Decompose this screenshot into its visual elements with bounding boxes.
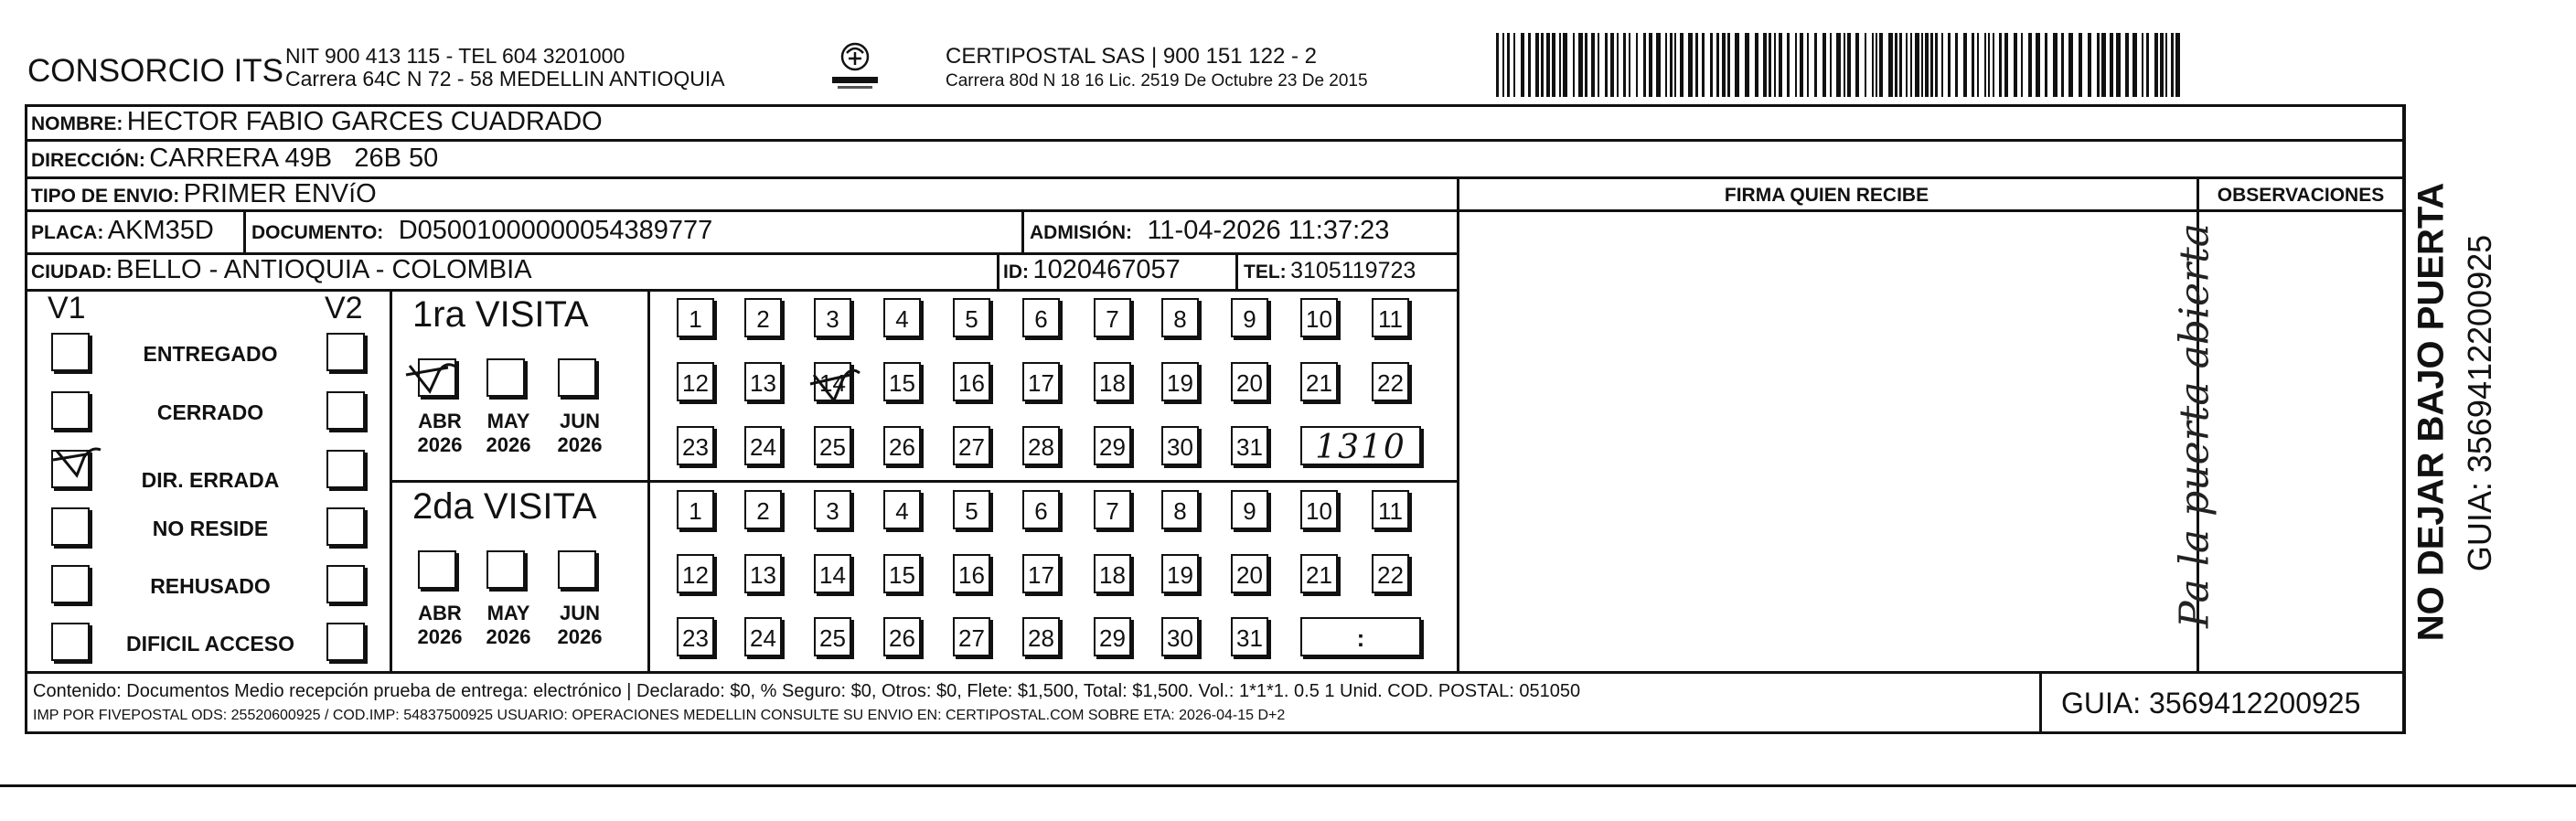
barcode-bar [1865,33,1866,97]
barcode-bar [2171,33,2174,97]
first-visit-day[interactable]: 16 [953,362,990,401]
barcode-bar [1674,33,1676,97]
barcode-bar [1977,33,1979,97]
second-visit-day[interactable]: 26 [883,617,921,656]
status-option-label: CERRADO [156,400,264,424]
barcode-bar [1984,33,1986,97]
first-visit-time: 1310 [1315,429,1406,466]
second-visit-month-may[interactable] [486,550,525,589]
certipostal-logo-icon [823,40,887,95]
status-option-label: DIR. ERRADA [141,468,280,492]
second-visit-day[interactable]: 22 [1372,554,1409,593]
barcode-graphic [1496,33,2182,97]
barcode-bar [1800,33,1803,97]
barcode-bar [2116,33,2121,97]
month-year: 2026 [486,625,531,648]
barcode-bar [1496,33,1499,97]
second-visit-day[interactable]: 6 [1022,490,1060,529]
first-visit-month-jun[interactable] [558,358,596,397]
first-visit-day[interactable]: 28 [1022,426,1060,465]
second-visit-day[interactable]: 17 [1022,554,1060,593]
v2-checkbox-0[interactable] [326,333,365,371]
barcode-bar [1855,33,1859,97]
barcode-bar [1921,33,1923,97]
first-visit-day[interactable]: 19 [1161,362,1199,401]
barcode-bar [1787,33,1790,97]
company-nit: NIT 900 413 115 - TEL 604 3201000 [285,44,625,68]
month-year: 2026 [486,433,531,456]
month-label [552,602,607,649]
barcode-bar [1847,33,1851,97]
second-visit-day[interactable]: 27 [953,617,990,656]
second-visit-day[interactable]: 10 [1300,490,1338,529]
v1-checkbox-1[interactable] [51,391,90,430]
first-visit-day[interactable]: 5 [953,298,990,337]
barcode-bar [2053,33,2058,97]
barcode-bar [1559,33,1561,97]
v1-checkbox-3[interactable] [51,507,90,546]
barcode-bar [1988,33,1990,97]
first-visit-day[interactable]: 26 [883,426,921,465]
barcode-bar [1727,33,1730,97]
v2-checkbox-4[interactable] [326,565,365,603]
first-visit-day[interactable]: 14 [814,362,851,401]
first-visit-day[interactable]: 6 [1022,298,1060,337]
month-name: JUN [559,410,600,432]
second-visit-time-box[interactable] [1300,617,1421,656]
first-visit-day[interactable]: 4 [883,298,921,337]
first-visit-day[interactable]: 25 [814,426,851,465]
barcode-bar [1999,33,2002,97]
barcode-bar [1769,33,1771,97]
second-visit-day[interactable]: 24 [744,617,782,656]
direccion-label: DIRECCIÓN: [31,150,145,171]
direccion-row [31,144,438,174]
footer-guia: GUIA: 3569412200925 [2061,687,2361,720]
barcode-bar [1722,33,1726,97]
ciudad-label: CIUDAD: [31,261,112,283]
placa-cell [31,216,214,246]
barcode-bar [2142,33,2143,97]
barcode-bar [1899,33,1902,97]
barcode-bar [1993,33,1994,97]
barcode-bar [1649,33,1652,97]
barcode-bar [1814,33,1817,97]
first-visit-day[interactable]: 17 [1022,362,1060,401]
first-visit-day[interactable]: 3 [814,298,851,337]
barcode-bar [1910,33,1912,97]
second-visit-day[interactable]: 13 [744,554,782,593]
tel-cell [1244,258,1416,284]
month-name: ABR [418,602,462,624]
barcode-bar [1680,33,1683,97]
first-visit-time-box[interactable] [1300,426,1421,465]
id-value: 1020467057 [1032,255,1181,284]
second-visit-day[interactable]: 23 [677,617,714,656]
barcode-bar [1963,33,1967,97]
second-visit-day[interactable]: 11 [1372,490,1409,529]
barcode-bar [2097,33,2100,97]
admision-value: 11-04-2026 11:37:23 [1147,216,1390,245]
barcode-bar [1935,33,1938,97]
barcode-bar [1610,33,1614,97]
barcode-bar [1925,33,1929,97]
second-visit-day[interactable]: 2 [744,490,782,529]
barcode-bar [1895,33,1897,97]
barcode-bar [1629,33,1630,97]
barcode-bar [1513,33,1515,97]
first-visit-day[interactable]: 11 [1372,298,1409,337]
barcode-bar [1670,33,1673,97]
first-visit-day[interactable]: 13 [744,362,782,401]
status-option-label: ENTREGADO [143,342,278,366]
barcode-bar [1948,33,1951,97]
v2-checkbox-5[interactable] [326,623,365,661]
certipostal-logo [823,40,887,95]
barcode-bar [1521,33,1524,97]
barcode-bar [1507,33,1510,97]
barcode-bar [1598,33,1599,97]
second-visit-day[interactable]: 14 [814,554,851,593]
first-visit-month-abr[interactable] [418,358,456,397]
observaciones-header: OBSERVACIONES [2217,185,2385,206]
first-visit-day[interactable]: 27 [953,426,990,465]
second-visit-title: 2da VISITA [412,486,597,527]
barcode-bar [2110,33,2113,97]
status-option-label: DIFICIL ACCESO [125,632,294,656]
first-visit-day[interactable]: 1 [677,298,714,337]
barcode-bar [2160,33,2164,97]
v2-checkbox-1[interactable] [326,391,365,430]
barcode-bar [1822,33,1826,97]
second-visit-day[interactable]: 3 [814,490,851,529]
month-label [552,410,607,457]
placa-label: PLACA: [31,222,104,243]
direccion-value: CARRERA 49B 26B 50 [149,144,439,173]
second-visit-day[interactable]: 25 [814,617,851,656]
second-visit-day[interactable]: 21 [1300,554,1338,593]
first-visit-day[interactable]: 29 [1094,426,1131,465]
month-label [481,410,536,457]
barcode [1496,33,2182,97]
barcode-bar [1656,33,1661,97]
first-visit-day[interactable]: 10 [1300,298,1338,337]
second-visit-day[interactable]: 19 [1161,554,1199,593]
barcode-bar [1605,33,1608,97]
barcode-bar [2125,33,2129,97]
v1-checkbox-4[interactable] [51,565,90,603]
barcode-bar [2088,33,2091,97]
month-name: MAY [486,602,530,624]
side-guia: GUIA: 3569412200925 [2461,234,2498,572]
first-visit-day[interactable]: 8 [1161,298,1199,337]
barcode-bar [1535,33,1539,97]
barcode-bar [1591,33,1595,97]
barcode-bar [2021,33,2023,97]
barcode-bar [1578,33,1583,97]
admision-label: ADMISIÓN: [1030,222,1132,243]
second-visit-day[interactable]: 28 [1022,617,1060,656]
first-visit-day[interactable]: 12 [677,362,714,401]
barcode-bar [1830,33,1832,97]
month-year: 2026 [417,433,463,456]
v2-checkbox-3[interactable] [326,507,365,546]
documento-value: D05001000000054389777 [398,216,713,245]
firma-header: FIRMA QUIEN RECIBE [1724,185,1929,206]
barcode-bar [2014,33,2017,97]
first-visit-day[interactable]: 9 [1231,298,1268,337]
barcode-bar [1585,33,1587,97]
second-visit-day[interactable]: 16 [953,554,990,593]
carrier-name: CERTIPOSTAL SAS | 900 151 122 - 2 [946,44,1317,69]
company-address: Carrera 64C N 72 - 58 MEDELLIN ANTIOQUIA [285,67,725,91]
barcode-bar [1546,33,1550,97]
status-option-label: NO RESIDE [152,517,269,540]
v1-checkbox-2[interactable] [51,450,90,488]
first-visit-day[interactable]: 23 [677,426,714,465]
second-visit-day[interactable]: 29 [1094,617,1131,656]
month-label [412,410,467,457]
barcode-bar [2061,33,2064,97]
barcode-bar [1930,33,1933,97]
footer-content-line: Contenido: Documentos Medio recepción prueba de entrega: electrónico | Declarado: $0, % Seguro: $0, Otros: $0, Flete: $1,500, Total: $1,500. Vol.: 1*1*1. 0.5 1 Unid. COD. POSTAL: 051050 [33,681,1581,701]
barcode-bar [1872,33,1874,97]
v2-checkbox-2[interactable] [326,450,365,488]
v1-header: V1 [48,291,86,325]
second-visit-month-jun[interactable] [558,550,596,589]
barcode-bar [1552,33,1555,97]
tipo-row [31,179,377,209]
barcode-bar [2165,33,2167,97]
tipo-value: PRIMER ENVíO [183,179,377,208]
barcode-bar [2132,33,2137,97]
second-visit-day[interactable]: 4 [883,490,921,529]
second-visit-day[interactable]: 8 [1161,490,1199,529]
barcode-bar [1915,33,1919,97]
nombre-row [31,107,603,137]
barcode-bar [1779,33,1782,97]
second-visit-time: : [1356,624,1365,652]
barcode-bar [1665,33,1667,97]
second-visit-day[interactable]: 12 [677,554,714,593]
barcode-bar [1755,33,1758,97]
barcode-bar [1906,33,1908,97]
barcode-bar [1617,33,1619,97]
barcode-bar [1879,33,1883,97]
tel-label: TEL: [1244,261,1287,283]
second-visit-day[interactable]: 30 [1161,617,1199,656]
barcode-bar [2101,33,2106,97]
first-visit-month-may[interactable] [486,358,525,397]
status-option-label: REHUSADO [150,574,271,598]
barcode-bar [2154,33,2158,97]
barcode-bar [1528,33,1531,97]
barcode-bar [1710,33,1713,97]
second-visit-day[interactable]: 9 [1231,490,1268,529]
barcode-bar [1695,33,1698,97]
company-name: CONSORCIO ITS [27,53,284,89]
handwritten-observation: Pa la puerta abierta [2171,222,2218,629]
barcode-bar [1955,33,1958,97]
barcode-bar [1836,33,1841,97]
month-label [412,602,467,649]
barcode-bar [1941,33,1943,97]
first-visit-day[interactable]: 22 [1372,362,1409,401]
footer-imp-line: IMP POR FIVEPOSTAL ODS: 25520600925 / COD.IMP: 54837500925 USUARIO: OPERACIONES MEDELLIN CONSULTE SU ENVIO EN: CERTIPOSTAL.COM SOBRE ETA: 2026-04-15 D+2 [33,708,1286,723]
barcode-bar [1563,33,1567,97]
second-visit-day[interactable]: 1 [677,490,714,529]
id-cell [1003,255,1181,285]
first-visit-day[interactable]: 31 [1231,426,1268,465]
second-visit-day[interactable]: 7 [1094,490,1131,529]
month-name: ABR [418,410,462,432]
placa-value: AKM35D [107,216,214,245]
second-visit-month-abr[interactable] [418,550,456,589]
ciudad-cell [31,255,532,285]
first-visit-day[interactable]: 30 [1161,426,1199,465]
barcode-bar [1745,33,1749,97]
v1-checkbox-0[interactable] [51,333,90,371]
ciudad-value: BELLO - ANTIOQUIA - COLOMBIA [116,255,532,284]
first-visit-day[interactable]: 7 [1094,298,1131,337]
barcode-bar [1774,33,1776,97]
barcode-bar [2004,33,2008,97]
side-warning: NO DEJAR BAJO PUERTA [2410,182,2452,642]
first-visit-day[interactable]: 15 [883,362,921,401]
v2-header: V2 [325,291,363,325]
id-label: ID: [1003,261,1029,283]
barcode-bar [1763,33,1767,97]
tipo-label: TIPO DE ENVIO: [31,186,180,207]
second-visit-day[interactable]: 18 [1094,554,1131,593]
first-visit-day[interactable]: 2 [744,298,782,337]
second-visit-day[interactable]: 5 [953,490,990,529]
barcode-bar [1807,33,1809,97]
documento-cell [251,216,712,246]
first-visit-day[interactable]: 20 [1231,362,1268,401]
barcode-bar [1876,33,1877,97]
barcode-bar [1716,33,1719,97]
carrier-address: Carrera 80d N 18 16 Lic. 2519 De Octubre 23 De 2015 [946,71,1368,91]
barcode-bar [1888,33,1893,97]
barcode-bar [1702,33,1705,97]
barcode-bar [2045,33,2047,97]
barcode-bar [1541,33,1544,97]
month-year: 2026 [557,433,603,456]
second-visit-day[interactable]: 31 [1231,617,1268,656]
barcode-bar [2146,33,2149,97]
barcode-bar [1844,33,1845,97]
barcode-bar [1795,33,1797,97]
barcode-bar [2079,33,2082,97]
barcode-bar [1573,33,1575,97]
barcode-bar [1623,33,1626,97]
documento-label: DOCUMENTO: [251,222,384,243]
month-year: 2026 [417,625,463,648]
barcode-bar [1735,33,1739,97]
barcode-bar [1688,33,1693,97]
barcode-bar [2068,33,2073,97]
nombre-value: HECTOR FABIO GARCES CUADRADO [126,107,603,136]
tel-value: 3105119723 [1290,258,1416,283]
nombre-label: NOMBRE: [31,113,123,134]
barcode-bar [2036,33,2040,97]
second-visit-day[interactable]: 20 [1231,554,1268,593]
first-visit-day[interactable]: 21 [1300,362,1338,401]
first-visit-day[interactable]: 24 [744,426,782,465]
barcode-bar [1636,33,1638,97]
barcode-bar [1502,33,1504,97]
barcode-bar [2028,33,2032,97]
month-name: MAY [486,410,530,432]
first-visit-day[interactable]: 18 [1094,362,1131,401]
barcode-bar [1972,33,1974,97]
month-label [481,602,536,649]
month-name: JUN [559,602,600,624]
month-year: 2026 [557,625,603,648]
v1-checkbox-5[interactable] [51,623,90,661]
first-visit-title: 1ra VISITA [412,294,589,335]
second-visit-day[interactable]: 15 [883,554,921,593]
barcode-bar [2175,33,2180,97]
admision-cell [1030,216,1389,246]
barcode-bar [1643,33,1646,97]
